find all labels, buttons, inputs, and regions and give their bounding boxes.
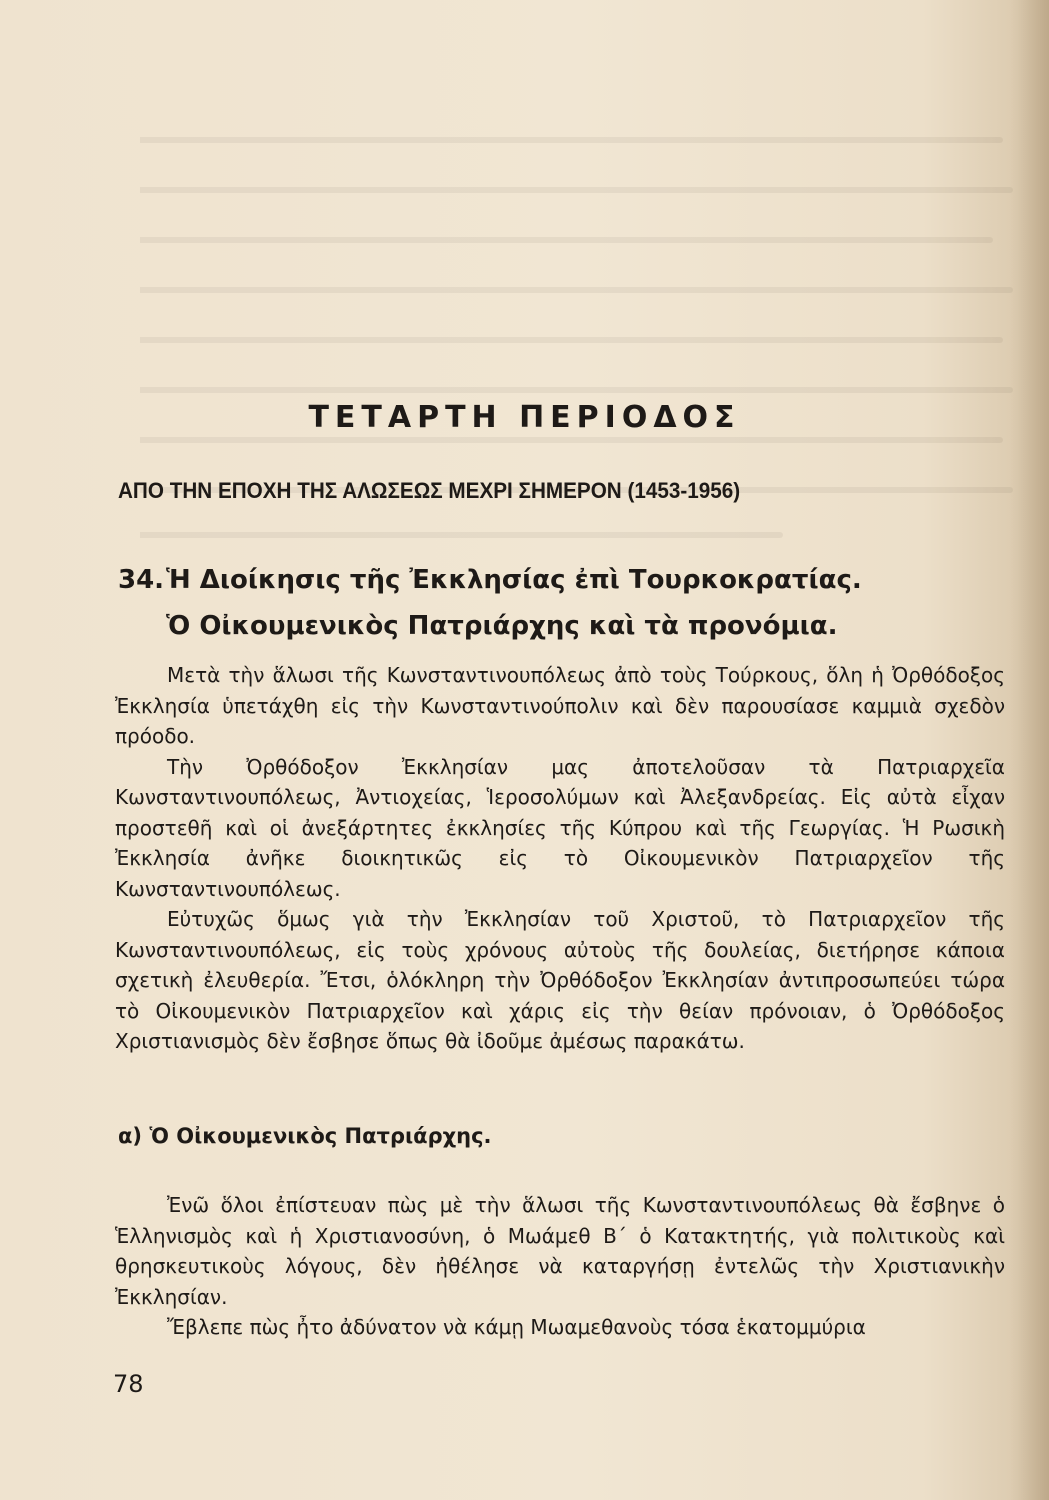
- chapter-title-line1: [118, 557, 1018, 603]
- paragraph: Εὐτυχῶς ὅμως γιὰ τὴν Ἐκκλησίαν τοῦ Χριστοῦ, τὸ Πατριαρχεῖον τῆς Κωνσταντινουπόλεως, εἰς τοὺς χρόνους αὐτοὺς τῆς δουλείας, διετήρησε κάποια σχετικὴ ἐλευθερία. Ἔτσι, ὁλόκληρη τὴν Ὀρθόδοξον Ἐκκλησίαν ἀντιπροσωπεύει τώρα τὸ Οἰκουμενικὸν Πατριαρχεῖον καὶ χάρις εἰς τὴν θείαν πρόνοιαν, ὁ Ὀρθόδοξος Χριστιανισμὸς δὲν ἔσβησε ὅπως θὰ ἰδοῦμε ἀμέσως παρακάτω.: [115, 907, 1005, 1053]
- chapter-number: 34.: [118, 565, 165, 595]
- period-title: ΤΕΤΑΡΤΗ ΠΕΡΙΟΔΟΣ: [308, 400, 741, 435]
- paragraph: Ἔβλεπε πὼς ἦτο ἀδύνατον νὰ κάμῃ Μωαμεθανοὺς τόσα ἑκατομμύρια: [167, 1315, 866, 1339]
- period-subtitle: ΑΠΟ ΤΗΝ ΕΠΟΧΗ ΤΗΣ ΑΛΩΣΕΩΣ ΜΕΧΡΙ ΣΗΜΕΡΟΝ (1453-1956): [118, 478, 741, 503]
- page-edge-shadow: [1009, 0, 1049, 1500]
- chapter-heading: [118, 557, 1018, 649]
- page-number: 78: [113, 1370, 144, 1398]
- section-text-block: [115, 1190, 1005, 1343]
- section-heading: α) Ὁ Οἰκουμενικὸς Πατριάρχης.: [118, 1124, 492, 1148]
- paragraph: Ἐνῶ ὅλοι ἐπίστευαν πὼς μὲ τὴν ἅλωσι τῆς Κωνσταντινουπόλεως θὰ ἔσβηνε ὁ Ἑλληνισμὸς καὶ ἡ Χριστιανοσύνη, ὁ Μωάμεθ Β΄ ὁ Κατακτητής, γιὰ πολιτικοὺς καὶ θρησκευτικοὺς λόγους, δὲν ἠθέλησε νὰ καταργήσῃ ἐντελῶς τὴν Χριστιανικὴν Ἐκκλησίαν.: [115, 1193, 1005, 1309]
- chapter-title-line2: Ὁ Οἰκουμενικὸς Πατριάρχης καὶ τὰ προνόμια.: [166, 611, 838, 641]
- intro-text-block: [115, 660, 1005, 1057]
- paragraph: Τὴν Ὀρθόδοξον Ἐκκλησίαν μας ἀποτελοῦσαν τὰ Πατριαρχεῖα Κωνσταντινουπόλεως, Ἀντιοχείας, Ἱεροσολύμων καὶ Ἀλεξανδρείας. Εἰς αὐτὰ εἶχαν προστεθῆ καὶ οἱ ἀνεξάρτητες ἐκκλησίες τῆς Κύπρου καὶ τῆς Γεωργίας. Ἡ Ρωσικὴ Ἐκκλησία ἀνῆκε διοικητικῶς εἰς τὸ Οἰκουμενικὸν Πατριαρχεῖον τῆς Κωνσταντινουπόλεως.: [115, 754, 1005, 901]
- paragraph: Μετὰ τὴν ἅλωσι τῆς Κωνσταντινουπόλεως ἀπὸ τοὺς Τούρκους, ὅλη ἡ Ὀρθόδοξος Ἐκκλησία ὑπετάχθη εἰς τὴν Κωνσταντινούπολιν καὶ δὲν παρουσίασε καμμιὰ σχεδὸν πρόοδο.: [115, 663, 1005, 748]
- chapter-title-text: Ἡ Διοίκησις τῆς Ἐκκλησίας ἐπὶ Τουρκοκρατίας.: [166, 565, 862, 595]
